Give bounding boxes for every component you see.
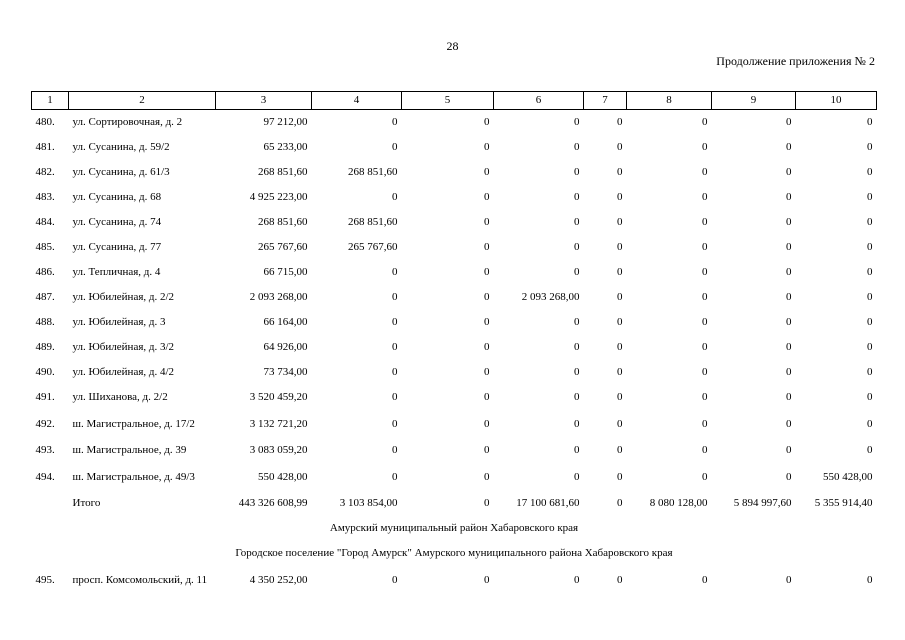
row-value-col-6: 2 093 268,00: [521, 291, 580, 303]
row-value-col-3: 97 212,00: [263, 116, 308, 128]
row-value-col-7: 0: [617, 417, 623, 430]
column-header-4: 4: [312, 92, 402, 110]
row-value-col-8: 0: [702, 266, 708, 278]
row-value-col-3: 268 851,60: [258, 216, 308, 228]
row-value-col-8: 0: [702, 116, 708, 128]
appendix-table: [31, 91, 877, 594]
row-value-col-4: 0: [392, 366, 398, 378]
row-value-col-6: 0: [574, 573, 580, 586]
row-value-col-4: 268 851,60: [348, 166, 398, 178]
row-value-col-6: 0: [574, 191, 580, 203]
table-row: [32, 135, 877, 160]
row-value-col-6: 0: [574, 216, 580, 228]
row-value-col-5: 0: [484, 341, 490, 353]
row-value-col-4: 0: [392, 444, 398, 456]
total-value-col-9: 5 894 997,60: [733, 497, 792, 509]
row-value-col-9: 0: [786, 116, 792, 128]
row-value-col-10: 0: [867, 216, 873, 228]
row-value-col-10: 0: [867, 241, 873, 253]
row-value-col-9: 0: [786, 216, 792, 228]
table-row: [32, 185, 877, 210]
row-number: 481.: [35, 141, 55, 153]
settlement-heading-row: [32, 541, 877, 566]
row-number: 486.: [35, 266, 55, 278]
table-row: [32, 260, 877, 285]
row-value-col-7: 0: [617, 366, 623, 378]
row-number: 492.: [35, 417, 55, 430]
row-value-col-8: 0: [702, 470, 708, 483]
row-value-col-9: 0: [786, 166, 792, 178]
row-value-col-8: 0: [702, 366, 708, 378]
row-value-col-6: 0: [574, 266, 580, 278]
row-value-col-8: 0: [702, 191, 708, 203]
row-value-col-10: 0: [867, 444, 873, 456]
row-value-col-10: 0: [867, 191, 873, 203]
row-value-col-4: 0: [392, 316, 398, 328]
row-value-col-7: 0: [617, 166, 623, 178]
row-value-col-4: 0: [392, 266, 398, 278]
row-value-col-4: 0: [392, 470, 398, 483]
table-row: [32, 235, 877, 260]
row-value-col-5: 0: [484, 266, 490, 278]
row-value-col-5: 0: [484, 141, 490, 153]
row-value-col-3: 73 734,00: [263, 366, 308, 378]
row-value-col-3: 65 233,00: [263, 141, 308, 153]
row-value-col-9: 0: [786, 241, 792, 253]
row-value-col-8: 0: [702, 241, 708, 253]
header-row: [32, 92, 877, 110]
row-value-col-8: 0: [702, 141, 708, 153]
row-value-col-3: 4 350 252,00: [249, 573, 308, 586]
row-value-col-6: 0: [574, 241, 580, 253]
row-number: 491.: [35, 391, 55, 403]
row-value-col-7: 0: [617, 573, 623, 586]
column-header-8: 8: [627, 92, 712, 110]
row-value-col-8: 0: [702, 216, 708, 228]
row-value-col-6: 0: [574, 391, 580, 403]
row-value-col-5: 0: [484, 191, 490, 203]
row-value-col-5: 0: [484, 470, 490, 483]
table-row: [32, 360, 877, 385]
row-value-col-10: 0: [867, 573, 873, 586]
row-value-col-6: 0: [574, 417, 580, 430]
row-value-col-5: 0: [484, 444, 490, 456]
row-number: 480.: [35, 116, 55, 128]
row-number: 482.: [35, 166, 55, 178]
row-value-col-7: 0: [617, 266, 623, 278]
settlement-heading: Городское поселение "Город Амурск" Амурского муниципального района Хабаровского края: [235, 547, 673, 559]
row-value-col-4: 0: [392, 341, 398, 353]
column-header-2: 2: [69, 92, 216, 110]
row-value-col-4: 265 767,60: [348, 241, 398, 253]
row-address: просп. Комсомольский, д. 11: [72, 573, 208, 586]
row-address: ул. Сортировочная, д. 2: [72, 116, 183, 128]
row-value-col-8: 0: [702, 444, 708, 456]
row-value-col-10: 0: [867, 266, 873, 278]
row-value-col-8: 0: [702, 417, 708, 430]
row-value-col-9: 0: [786, 470, 792, 483]
total-value-col-4: 3 103 854,00: [339, 497, 398, 509]
row-value-col-8: 0: [702, 573, 708, 586]
region-heading-row: [32, 516, 877, 541]
row-number: 488.: [35, 316, 55, 328]
row-value-col-6: 0: [574, 470, 580, 483]
row-value-col-5: 0: [484, 573, 490, 586]
row-value-col-10: 550 428,00: [823, 470, 873, 483]
row-value-col-5: 0: [484, 166, 490, 178]
total-value-col-8: 8 080 128,00: [649, 497, 708, 509]
table-row: [32, 285, 877, 310]
row-address: ул. Шиханова, д. 2/2: [72, 391, 168, 403]
row-address: ул. Сусанина, д. 61/3: [72, 166, 170, 178]
row-value-col-6: 0: [574, 116, 580, 128]
row-value-col-7: 0: [617, 470, 623, 483]
row-value-col-4: 268 851,60: [348, 216, 398, 228]
row-value-col-10: 0: [867, 141, 873, 153]
total-value-col-10: 5 355 914,40: [814, 497, 873, 509]
row-value-col-3: 3 083 059,20: [249, 444, 308, 456]
row-value-col-4: 0: [392, 417, 398, 430]
row-value-col-9: 0: [786, 444, 792, 456]
row-address: ул. Сусанина, д. 74: [72, 216, 162, 228]
row-address: ул. Юбилейная, д. 3/2: [72, 341, 175, 353]
row-value-col-9: 0: [786, 316, 792, 328]
row-value-col-7: 0: [617, 341, 623, 353]
table-row: [32, 566, 877, 594]
table-row: [32, 160, 877, 185]
row-value-col-3: 4 925 223,00: [249, 191, 308, 203]
row-value-col-3: 3 520 459,20: [249, 391, 308, 403]
row-value-col-3: 64 926,00: [263, 341, 308, 353]
row-number: 485.: [35, 241, 55, 253]
row-value-col-5: 0: [484, 417, 490, 430]
table-header: [32, 92, 877, 110]
row-value-col-5: 0: [484, 366, 490, 378]
row-value-col-9: 0: [786, 291, 792, 303]
row-number: 489.: [35, 341, 55, 353]
column-header-3: 3: [216, 92, 312, 110]
row-value-col-4: 0: [392, 141, 398, 153]
row-value-col-9: 0: [786, 266, 792, 278]
table-row: [32, 210, 877, 235]
row-address: ш. Магистральное, д. 39: [72, 444, 187, 456]
total-row: [32, 491, 877, 516]
row-value-col-8: 0: [702, 166, 708, 178]
row-value-col-8: 0: [702, 316, 708, 328]
row-value-col-6: 0: [574, 341, 580, 353]
row-value-col-5: 0: [484, 241, 490, 253]
row-value-col-9: 0: [786, 191, 792, 203]
total-number: [32, 491, 69, 516]
row-value-col-5: 0: [484, 116, 490, 128]
column-header-6: 6: [494, 92, 584, 110]
row-number: 493.: [35, 444, 55, 456]
row-value-col-7: 0: [617, 116, 623, 128]
row-address: ул. Сусанина, д. 59/2: [72, 141, 170, 153]
row-value-col-3: 3 132 721,20: [249, 417, 308, 430]
row-value-col-6: 0: [574, 141, 580, 153]
row-value-col-6: 0: [574, 166, 580, 178]
table-row: [32, 335, 877, 360]
row-value-col-7: 0: [617, 391, 623, 403]
row-value-col-7: 0: [617, 241, 623, 253]
table-row: [32, 110, 877, 136]
row-value-col-7: 0: [617, 191, 623, 203]
row-value-col-6: 0: [574, 444, 580, 456]
column-header-9: 9: [712, 92, 796, 110]
row-value-col-4: 0: [392, 291, 398, 303]
row-value-col-5: 0: [484, 216, 490, 228]
column-header-5: 5: [402, 92, 494, 110]
row-value-col-9: 0: [786, 141, 792, 153]
row-address: ул. Тепличная, д. 4: [72, 266, 161, 278]
column-header-7: 7: [584, 92, 627, 110]
row-number: 494.: [35, 470, 55, 483]
row-value-col-7: 0: [617, 141, 623, 153]
row-value-col-10: 0: [867, 166, 873, 178]
total-value-col-5: 0: [484, 497, 490, 509]
row-value-col-9: 0: [786, 366, 792, 378]
row-address: ул. Юбилейная, д. 4/2: [72, 366, 175, 378]
row-value-col-3: 550 428,00: [258, 470, 308, 483]
row-value-col-3: 66 164,00: [263, 316, 308, 328]
total-value-col-7: 0: [617, 497, 623, 509]
row-value-col-6: 0: [574, 316, 580, 328]
row-value-col-4: 0: [392, 573, 398, 586]
row-value-col-7: 0: [617, 216, 623, 228]
row-value-col-8: 0: [702, 391, 708, 403]
row-number: 495.: [35, 573, 55, 586]
row-value-col-8: 0: [702, 291, 708, 303]
row-value-col-3: 265 767,60: [258, 241, 308, 253]
row-value-col-4: 0: [392, 391, 398, 403]
row-number: 483.: [35, 191, 55, 203]
page-number: 28: [446, 39, 459, 53]
row-address: ш. Магистральное, д. 17/2: [72, 417, 195, 430]
row-value-col-10: 0: [867, 417, 873, 430]
row-number: 484.: [35, 216, 55, 228]
row-value-col-5: 0: [484, 291, 490, 303]
total-value-col-3: 443 326 608,99: [238, 497, 308, 509]
row-value-col-3: 2 093 268,00: [249, 291, 308, 303]
row-value-col-6: 0: [574, 366, 580, 378]
row-value-col-8: 0: [702, 341, 708, 353]
column-header-1: 1: [32, 92, 69, 110]
column-header-10: 10: [796, 92, 877, 110]
table-body: [32, 110, 877, 595]
row-value-col-5: 0: [484, 391, 490, 403]
row-value-col-9: 0: [786, 573, 792, 586]
row-value-col-3: 268 851,60: [258, 166, 308, 178]
row-value-col-10: 0: [867, 366, 873, 378]
table-row: [32, 385, 877, 410]
row-value-col-3: 66 715,00: [263, 266, 308, 278]
row-value-col-7: 0: [617, 444, 623, 456]
row-value-col-10: 0: [867, 291, 873, 303]
row-address: ш. Магистральное, д. 49/3: [72, 470, 195, 483]
total-value-col-6: 17 100 681,60: [516, 497, 580, 509]
row-address: ул. Сусанина, д. 68: [72, 191, 162, 203]
row-address: ул. Юбилейная, д. 2/2: [72, 291, 175, 303]
row-number: 490.: [35, 366, 55, 378]
row-value-col-7: 0: [617, 316, 623, 328]
row-value-col-9: 0: [786, 417, 792, 430]
row-value-col-10: 0: [867, 341, 873, 353]
row-value-col-7: 0: [617, 291, 623, 303]
row-value-col-10: 0: [867, 116, 873, 128]
table-row: [32, 310, 877, 335]
row-value-col-9: 0: [786, 391, 792, 403]
table-row: [32, 463, 877, 491]
region-heading: Амурский муниципальный район Хабаровского края: [329, 522, 579, 534]
row-value-col-5: 0: [484, 316, 490, 328]
row-value-col-10: 0: [867, 316, 873, 328]
row-value-col-4: 0: [392, 191, 398, 203]
table-row: [32, 410, 877, 438]
row-address: ул. Сусанина, д. 77: [72, 241, 162, 253]
total-label: Итого: [72, 497, 101, 509]
continuation-note: Продолжение приложения № 2: [716, 54, 875, 68]
row-value-col-9: 0: [786, 341, 792, 353]
row-address: ул. Юбилейная, д. 3: [72, 316, 166, 328]
row-value-col-4: 0: [392, 116, 398, 128]
table-row: [32, 438, 877, 463]
row-value-col-10: 0: [867, 391, 873, 403]
row-number: 487.: [35, 291, 55, 303]
